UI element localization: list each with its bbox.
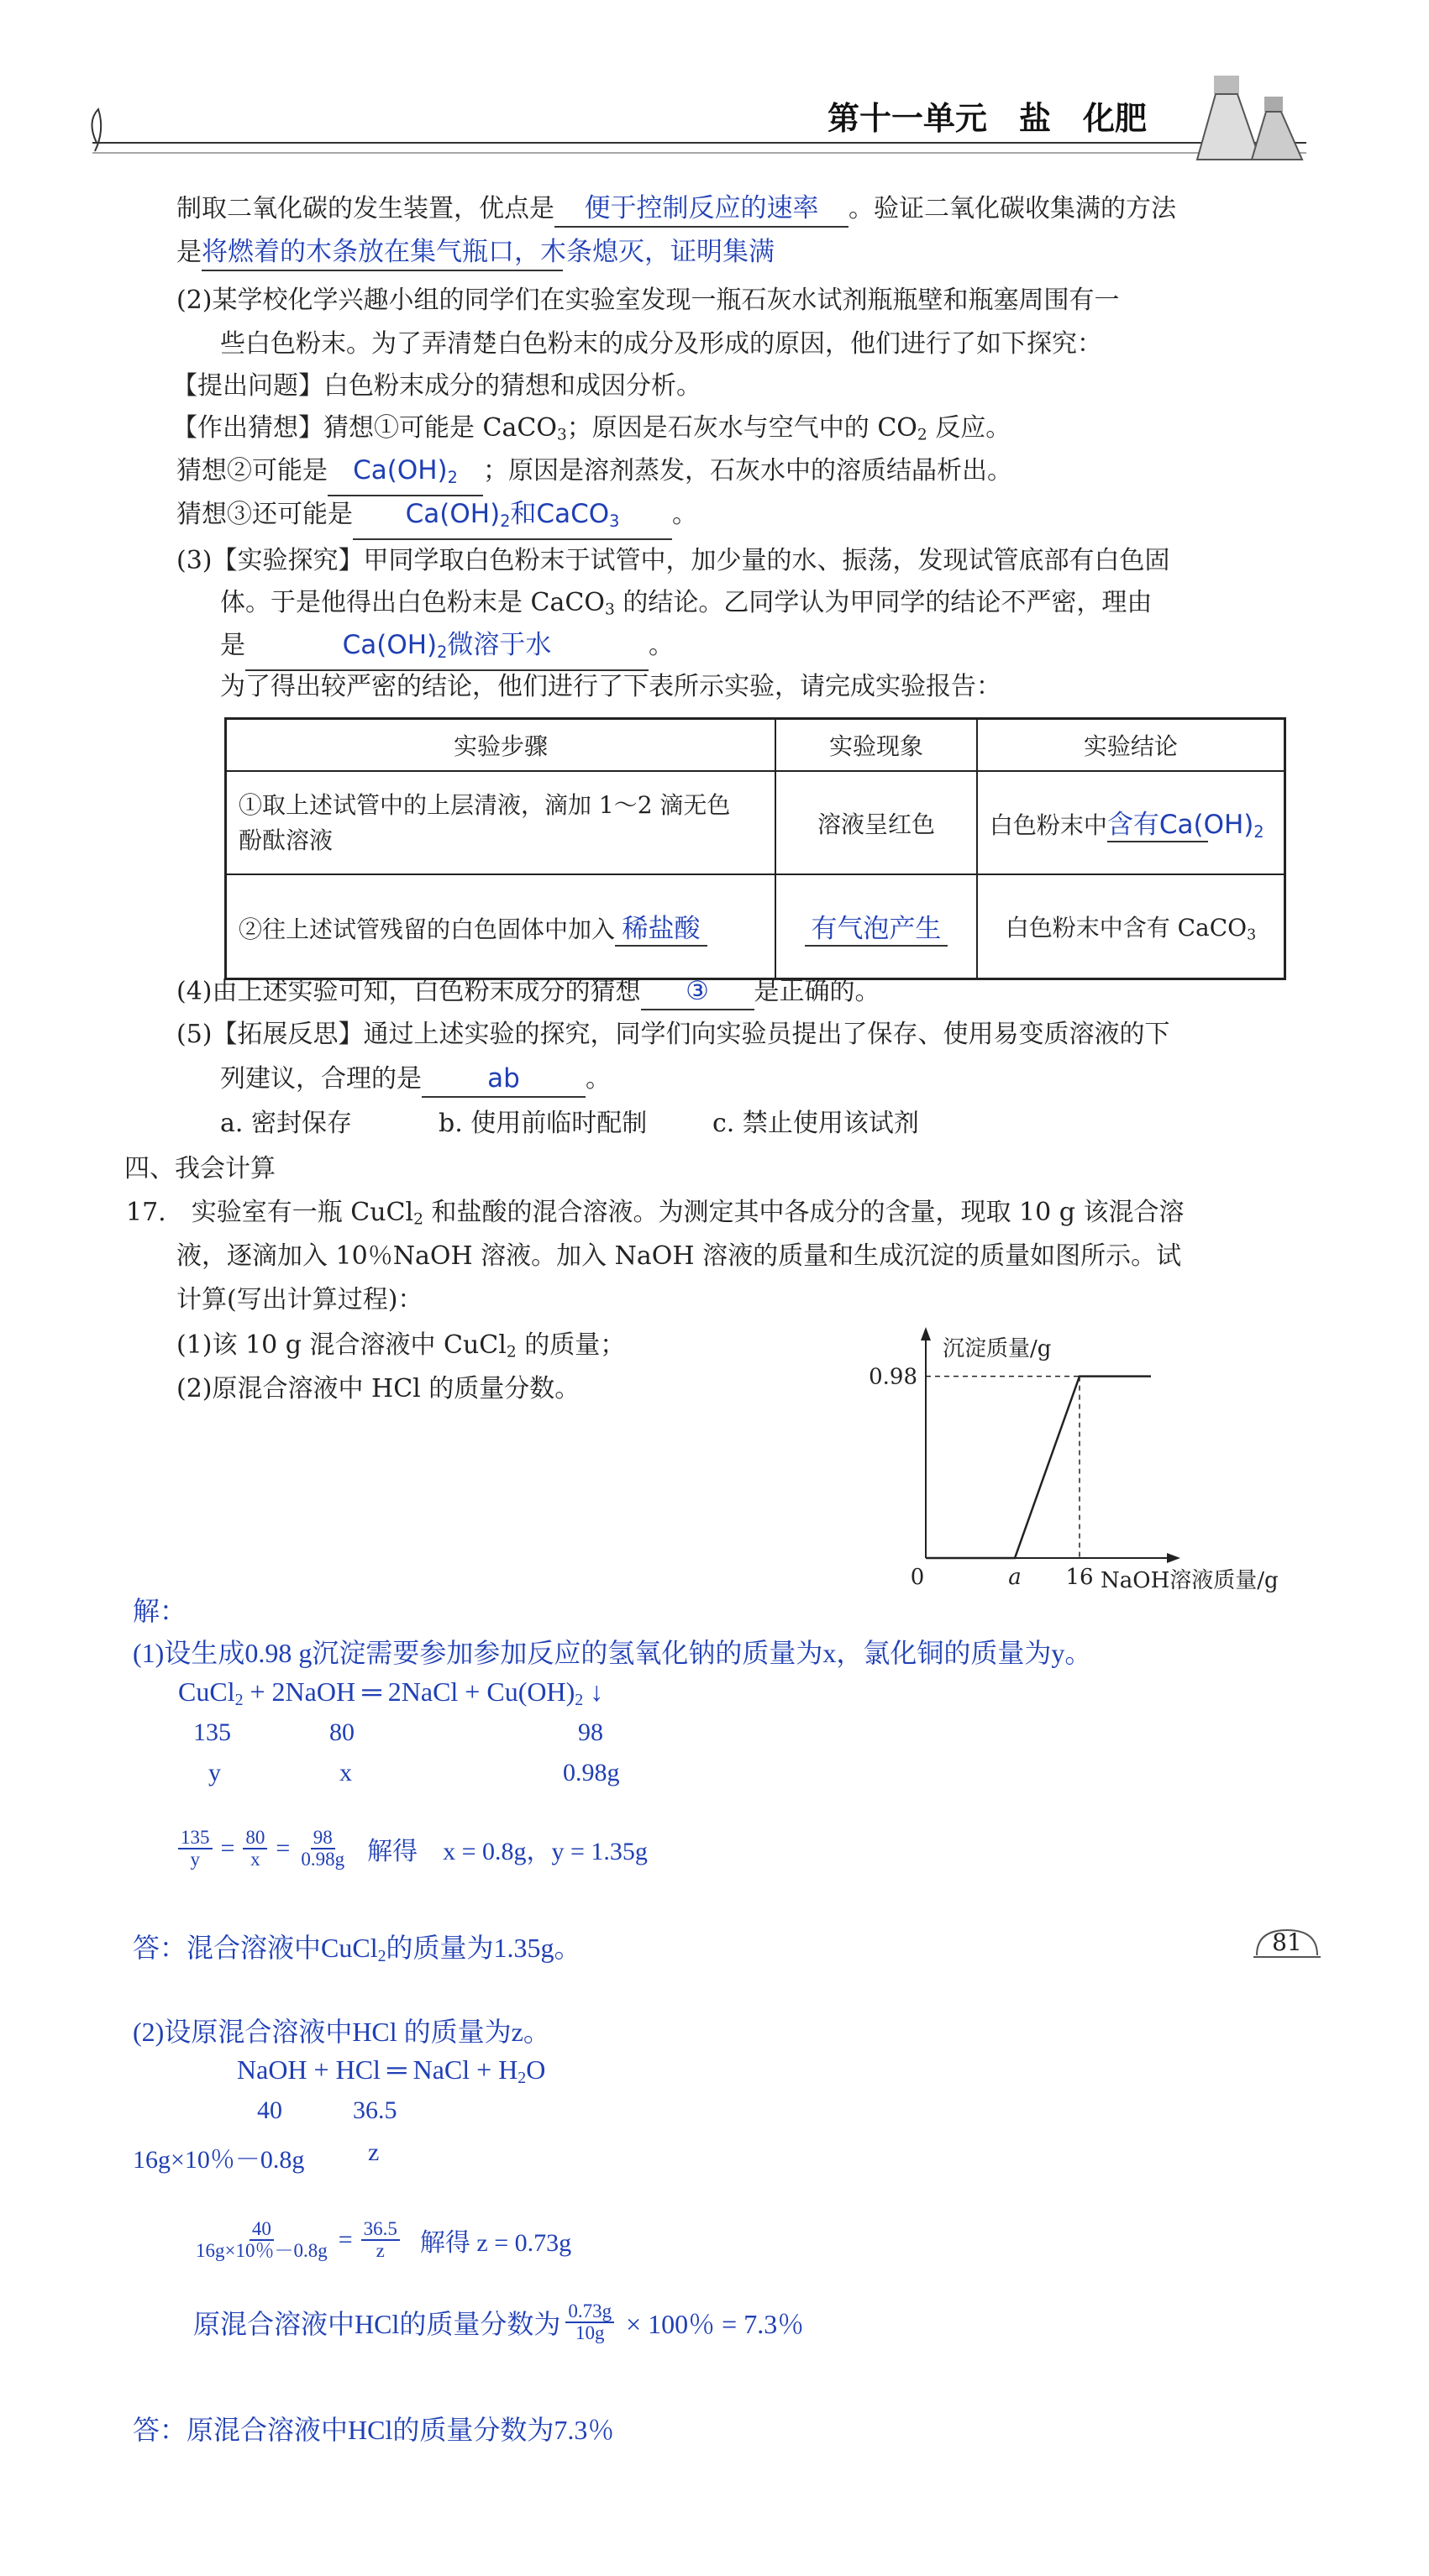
text: 。 [586,1064,611,1094]
x-tick-label: 16 [1065,1565,1094,1590]
text: ①取上述试管中的上层清液，滴加 1～2 滴无色 [239,790,731,819]
molar-mass: 36.5 [353,2096,397,2124]
q3-line1: (3)【实验探究】甲同学取白色粉末于试管中，加少量的水、振荡，发现试管底部有白色固 [176,546,1170,575]
handwritten-answer [353,455,458,485]
text: 微溶于水 [447,630,552,660]
handwritten-answer: 将燃着的木条放在集气瓶口，木条熄灭，证明集满 [202,237,775,267]
numerator: 80 [243,1828,267,1849]
q2-ask: 【提出问题】白色粉末成分的猜想和成因分析。 [172,371,701,401]
denominator: z [376,2240,385,2261]
q2-line2: 些白色粉末。为了弄清楚白色粉末的成分及形成的原因，他们进行了如下探究： [220,329,1102,359]
fraction [178,1828,213,1870]
subscript: 2 [447,467,458,487]
table-row [226,874,1285,979]
q5-line1: (5)【拓展反思】通过上述实验的探究，同学们向实验员提出了保存、使用易变质溶液的下 [176,1020,1170,1049]
molar-mass: 40 [257,2096,282,2124]
table-cell: 溶液呈红色 [775,771,977,874]
series-line [926,1377,1151,1558]
equation-2 [237,2054,545,2088]
page-header [80,50,1323,168]
text: 和盐酸的混合溶液。为测定其中各成分的含量，现取 10 g 该混合溶 [423,1198,1185,1227]
table-cell [775,874,977,979]
table-cell [226,771,776,874]
precipitate-chart [865,1319,1336,1596]
q2-guess2 [176,454,1012,496]
x-axis-label: NaOH溶液质量/g [1101,1568,1279,1593]
subscript: 3 [1247,926,1257,944]
answer-blank [615,907,707,947]
variable: y [208,1759,221,1786]
text: 和CaCO [510,499,610,529]
text: 酚酞溶液 [239,826,334,854]
text: 解得 x = 0.8g，y = 1.35g [367,1838,648,1865]
q2-line1: (2)某学校化学兴趣小组的同学们在实验室发现一瓶石灰水试剂瓶瓶壁和瓶塞周围有一 [176,286,1120,315]
subscript: 3 [604,601,615,619]
text: 白色粉末中 [989,811,1107,839]
molar-mass: 98 [578,1718,603,1746]
text: CuCl [178,1676,235,1707]
q4-line [176,974,880,1010]
table-row [226,771,1285,874]
y-tick-label: 0.98 [869,1364,917,1390]
answer-blank [554,191,848,228]
answer-blank [202,235,775,271]
subscript: 2 [377,1946,386,1965]
q5-option: c. 禁止使用该试剂 [712,1109,919,1138]
table-header: 实验现象 [775,719,977,772]
numerator: 40 [250,2219,274,2241]
text: NaOH + HCl ═ NaCl + H [237,2054,518,2085]
denominator: 16g×10％－0.8g [196,2240,328,2261]
text: 。验证二氧化碳收集满的方法 [848,194,1176,223]
solution-p1: (1)设生成0.98 g沉淀需要参加参加反应的氢氧化钠的质量为x，氯化铜的质量为y。 [133,1638,1092,1668]
text: 列建议，合理的是 [220,1064,422,1094]
text: 。 [649,631,674,660]
x-tick-label: a [1008,1565,1022,1590]
subscript: 2 [575,1690,584,1709]
subscript: 3 [609,511,620,531]
q17-line3: 计算(写出计算过程)： [176,1285,423,1314]
answer-blank [1106,803,1264,843]
text: Ca(OH) [342,630,438,660]
molar-mass: 80 [329,1718,355,1746]
text: 制取二氧化碳的发生装置，优点是 [176,194,554,223]
text: 的质量为1.35g。 [386,1933,581,1963]
q3-line3 [220,628,674,671]
text: 原混合溶液中HCl的质量分数为 [193,2309,561,2339]
text: 17. 实验室有一瓶 CuCl [126,1198,414,1227]
text: 反应。 [927,413,1011,443]
answer-blank [245,628,649,671]
q17-sub2: (2)原混合溶液中 HCl 的质量分数。 [176,1374,581,1403]
subscript: 3 [556,426,567,444]
x-axis-arrow [1167,1553,1180,1563]
text: 体。于是他得出白色粉末是 CaCO [220,588,605,617]
denominator: 10g [575,2322,605,2343]
page-number [1253,1925,1321,1960]
experiment-table [224,717,1286,980]
answer-2: 答：原混合溶液中HCl的质量分数为7.3％ [133,2415,615,2445]
fraction [565,2301,614,2343]
handwritten-answer: ③ [686,976,709,1006]
page-number-text: 81 [1272,1928,1302,1956]
handwritten-answer [406,499,620,529]
text: 答：混合溶液中CuCl [133,1933,378,1963]
text: ；原因是溶剂蒸发，石灰水中的溶质结晶析出。 [483,456,1012,485]
solution-p2: (2)设原混合溶液中HCl 的质量为z。 [133,2017,550,2047]
text: O [526,2054,546,2085]
text: Ca(OH) [405,499,501,529]
unit-title: 第十一单元 盐 化肥 [827,100,1148,137]
q17-sub1 [176,1329,625,1370]
q2-guess3 [176,497,697,540]
subscript: 2 [917,426,927,444]
text: 的质量； [516,1330,626,1360]
fraction [298,1828,347,1870]
x-tick-label: 0 [910,1565,925,1590]
numerator: 36.5 [361,2219,400,2241]
text: ②往上述试管残留的白色固体中加入 [239,915,616,943]
variable: x [339,1759,352,1786]
y-axis-arrow [921,1327,931,1340]
q5-line2 [220,1062,611,1098]
subscript: 2 [506,1343,517,1361]
text: + 2NaOH ═ 2NaCl + Cu(OH) [243,1676,575,1707]
text: (4)由上述实验可知，白色粉末成分的猜想 [176,977,641,1006]
handwritten-answer: 稀盐酸 [622,913,701,944]
subscript: 2 [437,642,448,662]
variable: 16g×10％－0.8g [133,2146,305,2174]
answer-blank [422,1062,586,1098]
handwritten-answer [1107,810,1264,840]
denominator: y [190,1849,200,1870]
handwritten-answer: ab [487,1063,520,1094]
text: ；原因是石灰水与空气中的 CO [566,413,917,443]
text: 。 [672,500,697,529]
q17-line2: 液，逐滴加入 10％NaOH 溶液。加入 NaOH 溶液的质量和生成沉淀的质量如图所示。试 [176,1241,1182,1271]
subscript: 2 [1253,821,1264,842]
text: 是 [176,238,202,267]
answer-blank [353,497,672,540]
text: 【作出猜想】猜想①可能是 CaCO [172,413,557,443]
q17-line1 [126,1196,1184,1237]
denominator: x [250,1849,260,1870]
ratio-equation-1: $\frac{135}{y}$ = $\frac{80}{x}$ = $\frac{98}{0.98g}$ 解得 x = 0.8g，y = 1.35g [178,1828,648,1870]
fraction [193,2219,330,2261]
text: 白色粉末中含有 CaCO [1005,913,1248,942]
text: (1)该 10 g 混合溶液中 CuCl [176,1330,507,1360]
text: 含有Ca(OH) [1106,809,1254,840]
numerator: 135 [178,1828,213,1849]
table-header-row [226,719,1285,772]
fraction-result-line [193,2301,804,2343]
answer-1 [133,1927,581,1966]
subscript: 2 [517,2068,527,2087]
answer-blank [641,974,754,1010]
section-title: 四、我会计算 [124,1154,276,1183]
answer-blank [328,454,483,496]
table-header: 实验结论 [977,719,1285,772]
equation-1 [178,1676,603,1710]
solution-title: 解： [133,1596,187,1626]
q3-line4: 为了得出较严密的结论，他们进行了下表所示实验，请完成实验报告： [220,672,1001,701]
table-header: 实验步骤 [226,719,776,772]
handwritten-answer: 有气泡产生 [811,913,942,944]
text: 的结论。乙同学认为甲同学的结论不严密，理由 [614,588,1153,617]
q5-option: a. 密封保存 [220,1109,352,1138]
text: 猜想②可能是 [176,456,328,485]
denominator: 0.98g [301,1849,345,1870]
text-line [176,235,775,271]
variable: 0.98g [563,1759,620,1786]
fraction [361,2219,400,2261]
text: 猜想③还可能是 [176,500,353,529]
y-axis-label: 沉淀质量/g [943,1336,1052,1361]
answer-blank [805,907,948,947]
text-line [176,191,1176,228]
table-cell [977,771,1285,874]
variable: z [368,2138,380,2166]
subscript: 2 [500,511,511,531]
ratio-equation-2: $\frac{40}{16g\times 10\%-0.8g}$ = $\frac{36.5}{z}$ 解得 z = 0.73g [193,2219,571,2261]
text: 是 [220,631,245,660]
table-cell [977,874,1285,979]
q2-guess1 [172,412,1011,453]
text: 是正确的。 [754,977,880,1006]
numerator: 0.73g [565,2301,614,2323]
numerator: 98 [311,1828,335,1849]
handwritten-answer: 便于控制反应的速率 [584,193,819,223]
text: 解得 z = 0.73g [419,2229,572,2257]
text: ↓ [583,1676,604,1707]
text: Ca(OH) [353,455,448,485]
table-cell [226,874,776,979]
subscript: 2 [413,1210,423,1229]
q3-line2 [220,586,1152,627]
subscript: 2 [234,1690,244,1709]
text: × 100％ = 7.3％ [626,2309,805,2339]
q5-option: b. 使用前临时配制 [439,1109,648,1138]
molar-mass: 135 [193,1718,231,1746]
handwritten-answer [343,630,552,660]
fraction [243,1828,267,1870]
